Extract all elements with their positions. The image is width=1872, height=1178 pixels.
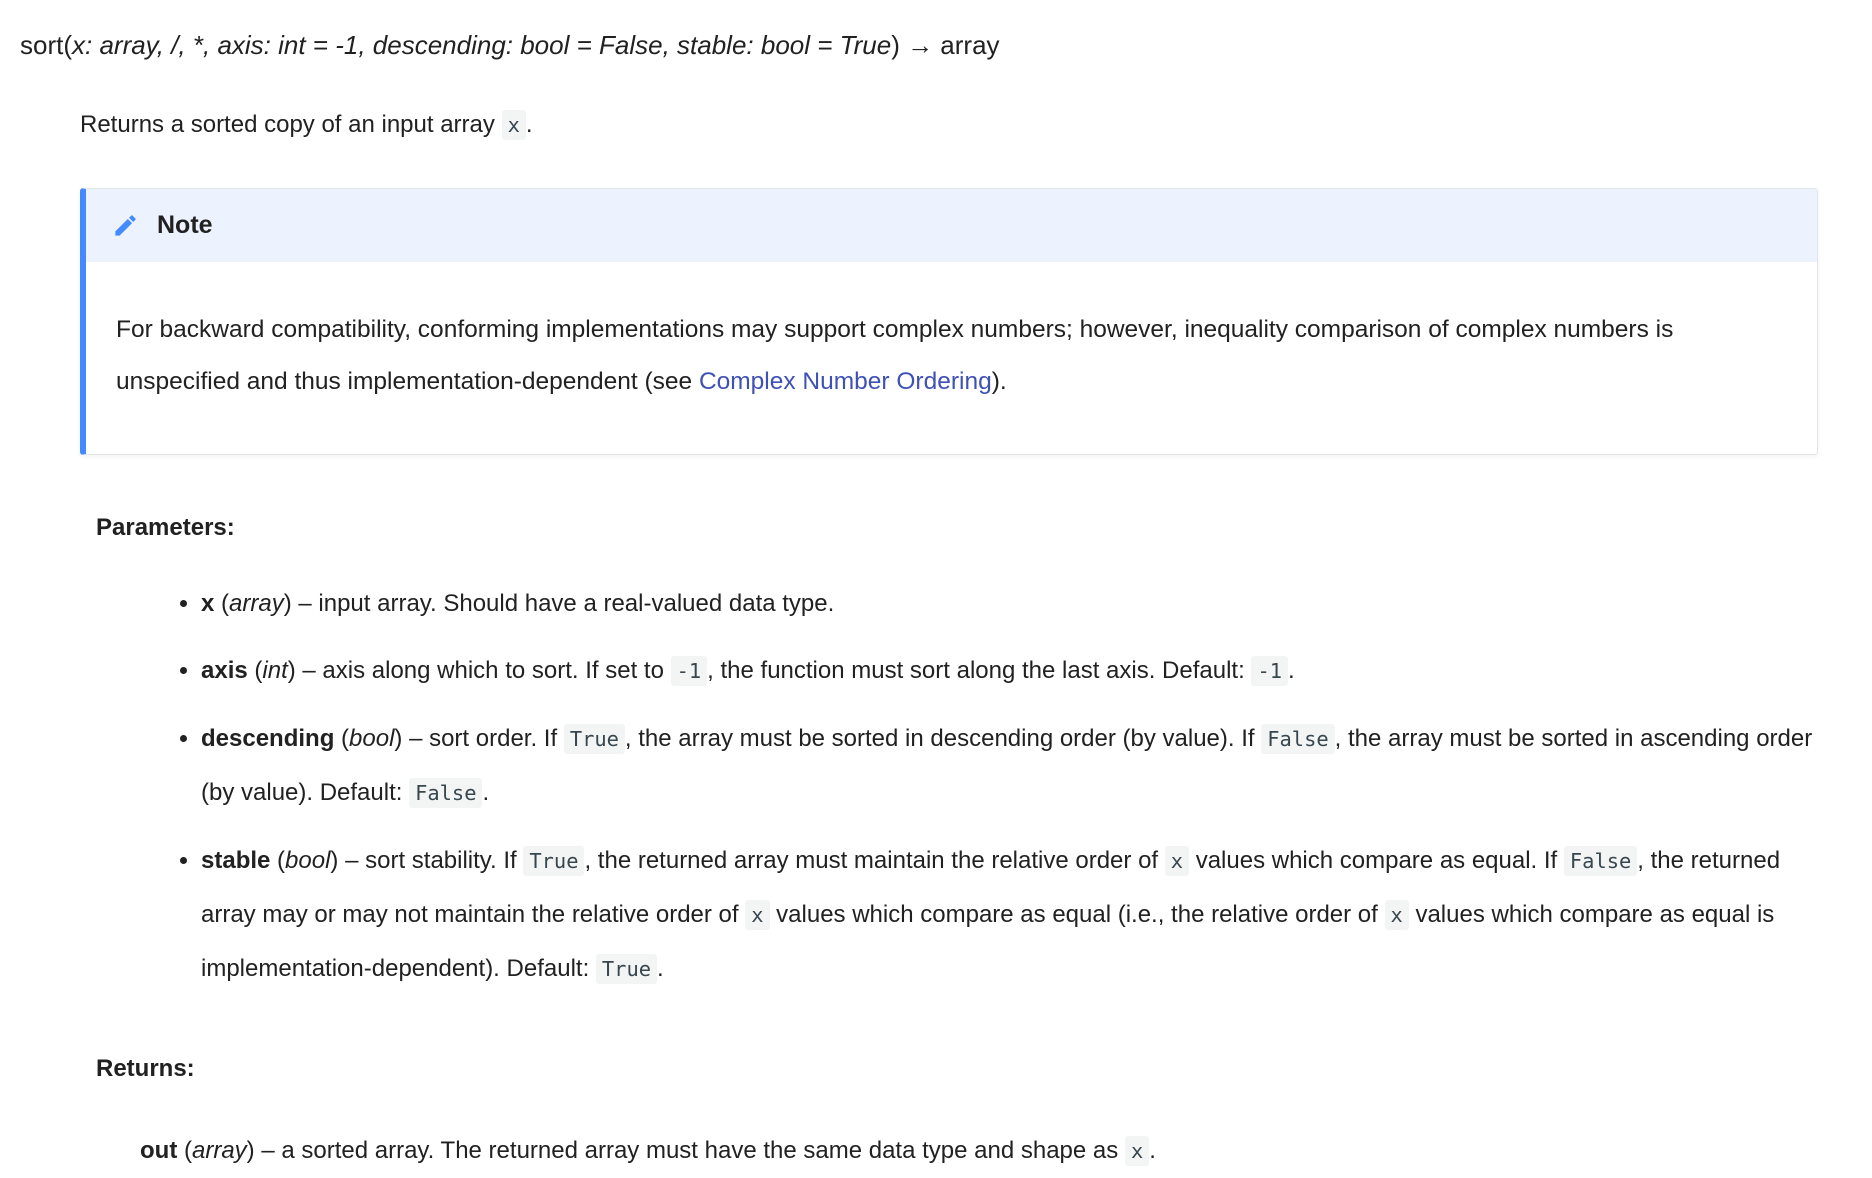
text-run: array xyxy=(191,1137,247,1164)
parameter-item-axis xyxy=(201,644,1852,698)
inline-code: -1 xyxy=(671,656,708,686)
text-run: bool xyxy=(349,725,395,752)
complex-number-ordering-link[interactable]: Complex Number Ordering xyxy=(698,368,992,395)
parameters-label: Parameters: xyxy=(96,514,235,541)
text-run: . xyxy=(482,779,490,806)
text-run: , the returned array may or may not maintain the relative order of xyxy=(201,847,1781,928)
text-run: sort( xyxy=(20,30,72,60)
text-run: values which compare as equal. If xyxy=(1189,847,1564,874)
text-run: descending xyxy=(201,725,335,752)
text-run: . xyxy=(1288,657,1295,684)
text-run: axis xyxy=(201,657,248,684)
text-run: ) – input array. Should have a real-valued data type. xyxy=(283,590,835,617)
text-run: For backward compatibility, conforming implementations may support complex numbers; however, inequality comparison of complex numbers is unspecified and thus implementation-dependent (see xyxy=(116,316,1674,395)
text-run: ) → array xyxy=(891,30,1000,60)
text-run: ( xyxy=(214,590,230,617)
inline-code: True xyxy=(564,724,625,754)
text-run: , the function must sort along the last axis. Default: xyxy=(707,657,1252,684)
inline-code: False xyxy=(1564,846,1637,876)
text-run: ) – sort order. If xyxy=(394,725,564,752)
pencil-icon xyxy=(112,212,139,239)
text-run: bool xyxy=(285,847,331,874)
inline-code: False xyxy=(409,778,482,808)
inline-code: False xyxy=(1261,724,1334,754)
parameter-item-descending xyxy=(201,712,1852,820)
text-run: values which compare as equal is implementation-dependent). Default: xyxy=(201,901,1775,982)
text-run: out xyxy=(140,1137,178,1164)
note-title: Note xyxy=(157,211,213,239)
text-run: ) – sort stability. If xyxy=(330,847,524,874)
inline-code: x xyxy=(1125,1136,1149,1166)
note-header xyxy=(86,189,1817,262)
text-run: ( xyxy=(334,725,350,752)
text-run: ) – a sorted array. The returned array must have the same data type and shape as xyxy=(246,1137,1125,1164)
text-run: . xyxy=(1149,1137,1156,1164)
text-run: x: array, /, *, axis: int = -1, descending: bool = False, stable: bool = True xyxy=(72,30,892,60)
text-run: . xyxy=(525,111,533,138)
parameter-item-x xyxy=(201,577,1852,630)
text-run: . xyxy=(657,955,664,982)
inline-code: True xyxy=(596,954,657,984)
inline-code: x xyxy=(1385,900,1409,930)
returns-paragraph xyxy=(140,1124,1852,1178)
returns-label: Returns: xyxy=(96,1055,195,1082)
text-run: ( xyxy=(177,1137,192,1164)
inline-code: True xyxy=(523,846,584,876)
text-run: , the array must be sorted in ascending order (by value). Default: xyxy=(201,725,1813,806)
inline-code: -1 xyxy=(1251,656,1288,686)
text-run: ). xyxy=(991,368,1007,395)
text-run: , the array must be sorted in descending order (by value). If xyxy=(624,725,1262,752)
text-run: ( xyxy=(270,847,286,874)
note-body xyxy=(86,262,1817,454)
text-run: Returns a sorted copy of an input array xyxy=(80,111,502,138)
text-run: array xyxy=(229,590,284,617)
parameter-item-stable xyxy=(201,834,1852,996)
inline-code: x xyxy=(502,110,526,140)
text-run: values which compare as equal (i.e., the relative order of xyxy=(769,901,1385,928)
inline-code: x xyxy=(745,900,769,930)
text-run: int xyxy=(262,657,288,684)
text-run: , the returned array must maintain the relative order of xyxy=(584,847,1165,874)
parameters-list xyxy=(20,577,1852,996)
function-description-block xyxy=(80,108,1852,455)
inline-code: x xyxy=(1165,846,1189,876)
note-admonition xyxy=(80,188,1818,455)
text-run: x xyxy=(201,590,215,617)
function-signature xyxy=(20,28,1852,62)
text-run: stable xyxy=(201,847,271,874)
text-run: ( xyxy=(247,657,263,684)
description-paragraph xyxy=(80,108,1852,142)
text-run: ) – axis along which to sort. If set to xyxy=(287,657,671,684)
